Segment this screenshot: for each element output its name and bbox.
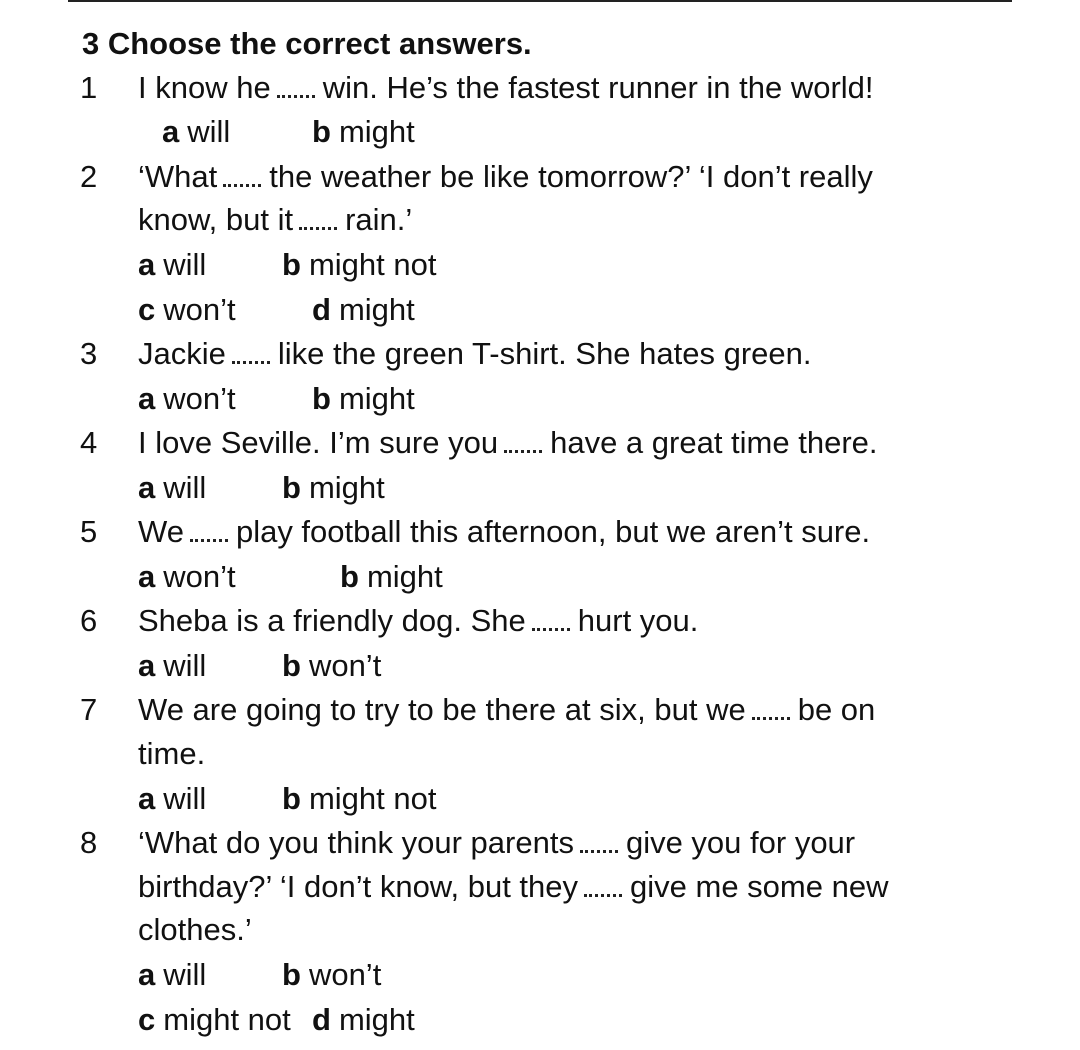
question-number: 2 bbox=[80, 159, 98, 194]
answer-blank[interactable] bbox=[504, 426, 542, 453]
question-text: We play football this afternoon, but we aren’t sure. bbox=[138, 514, 871, 549]
question-text: ‘What do you think your parents give you for your bbox=[138, 825, 856, 860]
option-b[interactable]: b might bbox=[340, 559, 443, 594]
option-b[interactable]: b might not bbox=[282, 781, 437, 816]
question-text: time. bbox=[138, 736, 206, 771]
answer-blank[interactable] bbox=[580, 826, 618, 853]
question-text: Jackie like the green T-shirt. She hates green. bbox=[138, 336, 812, 371]
question-text: I love Seville. I’m sure you have a great time there. bbox=[138, 425, 878, 460]
question-number: 4 bbox=[80, 425, 98, 460]
option-a[interactable]: a will bbox=[138, 470, 207, 505]
option-b[interactable]: b won’t bbox=[282, 957, 382, 992]
option-b[interactable]: b might not bbox=[282, 247, 437, 282]
question-number: 7 bbox=[80, 692, 98, 727]
question-text: We are going to try to be there at six, but we be on bbox=[138, 692, 876, 727]
answer-blank[interactable] bbox=[190, 515, 228, 542]
option-a[interactable]: a will bbox=[138, 648, 207, 683]
option-b[interactable]: b won’t bbox=[282, 648, 382, 683]
exercise-title: 3 Choose the correct answers. bbox=[82, 26, 532, 61]
answer-blank[interactable] bbox=[752, 693, 790, 720]
answer-blank[interactable] bbox=[232, 337, 270, 364]
option-a[interactable]: a will bbox=[162, 114, 231, 149]
question-number: 6 bbox=[80, 603, 98, 638]
question-text: clothes.’ bbox=[138, 912, 252, 947]
option-b[interactable]: b might bbox=[282, 470, 385, 505]
top-rule bbox=[68, 0, 1012, 2]
option-a[interactable]: a won’t bbox=[138, 559, 236, 594]
question-number: 1 bbox=[80, 70, 98, 105]
answer-blank[interactable] bbox=[584, 870, 622, 897]
question-text: ‘What the weather be like tomorrow?’ ‘I don’t really bbox=[138, 159, 873, 194]
option-c[interactable]: c won’t bbox=[138, 292, 236, 327]
option-a[interactable]: a will bbox=[138, 247, 207, 282]
option-c[interactable]: c might not bbox=[138, 1002, 291, 1037]
option-d[interactable]: d might bbox=[312, 1002, 415, 1037]
question-number: 3 bbox=[80, 336, 98, 371]
option-d[interactable]: d might bbox=[312, 292, 415, 327]
option-b[interactable]: b might bbox=[312, 381, 415, 416]
option-a[interactable]: a will bbox=[138, 957, 207, 992]
answer-blank[interactable] bbox=[223, 160, 261, 187]
question-text: know, but it rain.’ bbox=[138, 202, 413, 237]
answer-blank[interactable] bbox=[299, 203, 337, 230]
option-a[interactable]: a will bbox=[138, 781, 207, 816]
question-text: Sheba is a friendly dog. She hurt you. bbox=[138, 603, 699, 638]
question-text: I know he win. He’s the fastest runner in the world! bbox=[138, 70, 874, 105]
question-number: 8 bbox=[80, 825, 98, 860]
question-text: birthday?’ ‘I don’t know, but they give me some new bbox=[138, 869, 889, 904]
answer-blank[interactable] bbox=[532, 604, 570, 631]
question-number: 5 bbox=[80, 514, 98, 549]
option-a[interactable]: a won’t bbox=[138, 381, 236, 416]
option-b[interactable]: b might bbox=[312, 114, 415, 149]
answer-blank[interactable] bbox=[277, 71, 315, 98]
